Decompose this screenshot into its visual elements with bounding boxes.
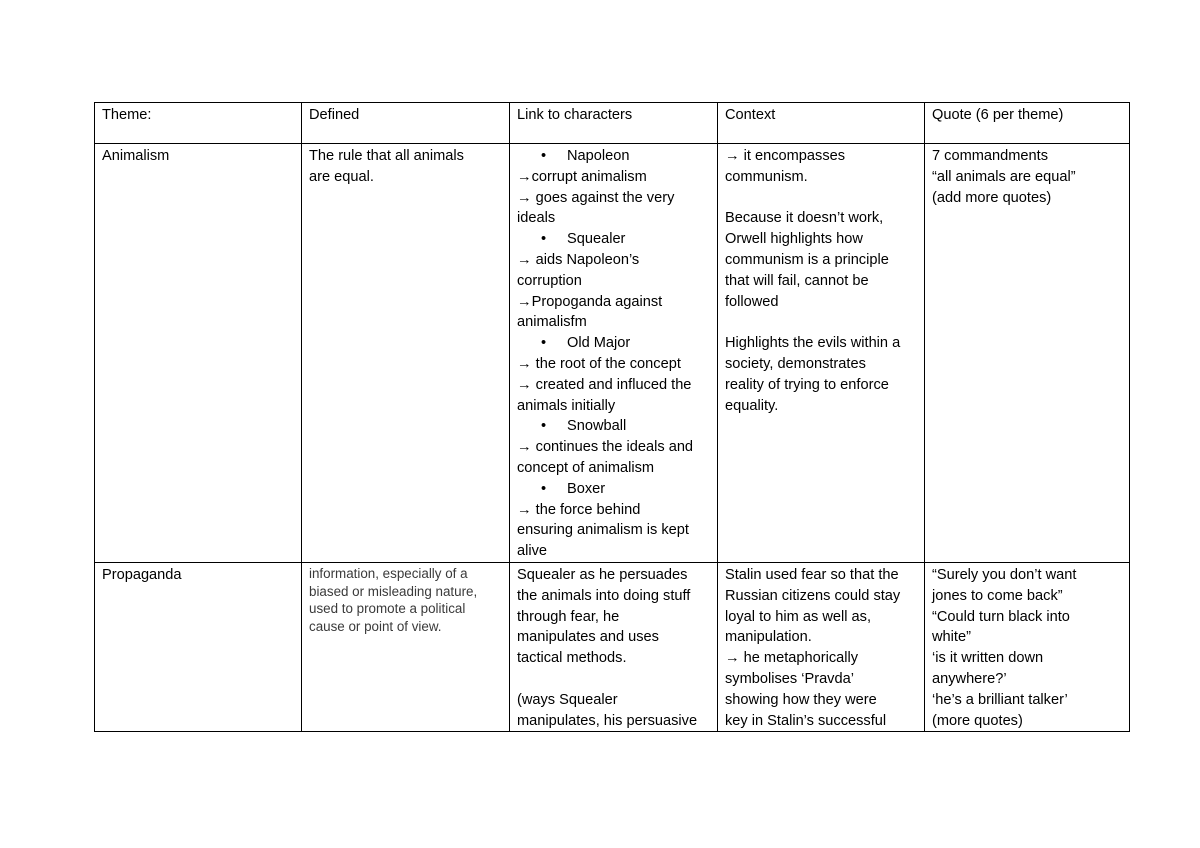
theme-cell: Propaganda <box>95 563 302 732</box>
character-note-line: → the root of the concept <box>517 355 681 372</box>
quote-line: ‘he’s a brilliant talker’ <box>932 691 1068 708</box>
context-line: loyal to him as well as, <box>725 608 871 625</box>
context-line: showing how they were <box>725 691 877 708</box>
bullet-icon: • <box>541 335 547 352</box>
quote-line: “Could turn black into <box>932 608 1070 625</box>
character-note-line: animals initially <box>517 397 616 414</box>
character-bullet <box>517 229 710 250</box>
context-line: Stalin used fear so that the <box>725 567 899 583</box>
table-row <box>95 144 1130 563</box>
defined-cell <box>302 563 510 732</box>
context-line: manipulation. <box>725 629 812 646</box>
character-bullet <box>517 479 710 500</box>
character-note-line: Squealer as he persuades <box>517 567 688 583</box>
header-defined: Defined <box>302 103 510 144</box>
context-line: reality of trying to enforce <box>725 376 889 393</box>
character-note-line: the animals into doing stuff <box>517 587 691 604</box>
context-line: that will fail, cannot be <box>725 272 869 289</box>
character-note-line: ideals <box>517 210 556 227</box>
bullet-icon: • <box>541 480 547 497</box>
quote-line: (more quotes) <box>932 712 1023 729</box>
theme-cell: Animalism <box>95 144 302 563</box>
defined-line: cause or point of view. <box>309 618 442 634</box>
context-line: key in Stalin’s successful <box>725 712 887 729</box>
character-note-line: → continues the ideals and <box>517 439 694 456</box>
context-line <box>725 188 917 209</box>
context-line: communism is a principle <box>725 251 889 268</box>
context-line: symbolises ‘Pravda’ <box>725 670 854 687</box>
character-note-line: ensuring animalism is kept <box>517 522 689 539</box>
characters-cell <box>510 144 718 563</box>
context-line: → it encompasses <box>725 148 846 164</box>
context-line: followed <box>725 293 779 310</box>
quotes-cell <box>925 144 1130 563</box>
bullet-icon: • <box>541 231 547 248</box>
defined-line: are equal. <box>309 168 374 185</box>
character-note-line: corruption <box>517 272 582 289</box>
character-bullet <box>517 333 710 354</box>
character-note-line: → aids Napoleon’s <box>517 251 640 268</box>
defined-line: used to promote a political <box>309 601 466 616</box>
character-note-line: tactical methods. <box>517 650 627 667</box>
character-name: Boxer <box>567 480 606 497</box>
context-cell <box>718 144 925 563</box>
context-line: Russian citizens could stay <box>725 587 901 604</box>
context-line: Orwell highlights how <box>725 231 863 248</box>
character-bullet <box>517 416 710 437</box>
context-line <box>725 312 917 333</box>
character-note-line: concept of animalism <box>517 459 655 476</box>
character-name: Old Major <box>567 335 631 352</box>
quote-line: jones to come back” <box>932 587 1063 604</box>
quote-line: “Surely you don’t want <box>932 567 1077 583</box>
header-context: Context <box>718 103 925 144</box>
table-row <box>95 563 1130 732</box>
character-name: Squealer <box>567 231 626 248</box>
quote-line: anywhere?’ <box>932 670 1007 687</box>
character-note-line: (ways Squealer <box>517 691 618 708</box>
characters-cell <box>510 563 718 732</box>
context-line: → he metaphorically <box>725 650 859 667</box>
context-line: society, demonstrates <box>725 355 866 372</box>
character-bullet <box>517 146 710 167</box>
header-link-to-characters: Link to characters <box>510 103 718 144</box>
character-note-line: animalisfm <box>517 314 587 331</box>
context-cell <box>718 563 925 732</box>
character-note-line: alive <box>517 543 548 560</box>
character-note-line: →corrupt animalism <box>517 168 647 185</box>
character-note-line: → the force behind <box>517 501 641 518</box>
defined-line: The rule that all animals <box>309 148 464 164</box>
character-note-line: → goes against the very <box>517 189 675 206</box>
defined-line: information, especially of a <box>309 566 468 581</box>
table-header-row <box>95 103 1130 144</box>
character-note-line: manipulates and uses <box>517 629 659 646</box>
bullet-icon: • <box>541 148 547 164</box>
context-line: Because it doesn’t work, <box>725 210 884 227</box>
character-note-line: manipulates, his persuasive <box>517 712 698 729</box>
character-note-line: →Propoganda against <box>517 293 663 310</box>
quote-line: white” <box>932 629 971 646</box>
character-note-line: through fear, he <box>517 608 620 625</box>
context-line: equality. <box>725 397 779 414</box>
bullet-icon: • <box>541 418 547 435</box>
header-quote: Quote (6 per theme) <box>925 103 1130 144</box>
header-theme: Theme: <box>95 103 302 144</box>
defined-line: biased or misleading nature, <box>309 583 478 599</box>
character-note-line: → created and influced the <box>517 376 692 393</box>
defined-cell <box>302 144 510 563</box>
quote-line: 7 commandments <box>932 148 1048 164</box>
quotes-cell <box>925 563 1130 732</box>
theme-table <box>94 102 1130 732</box>
character-note-line <box>517 669 710 690</box>
character-name: Snowball <box>567 418 627 435</box>
context-line: communism. <box>725 168 808 185</box>
quote-line: (add more quotes) <box>932 189 1052 206</box>
quote-line: “all animals are equal” <box>932 168 1076 185</box>
quote-line: ‘is it written down <box>932 650 1044 667</box>
context-line: Highlights the evils within a <box>725 335 901 352</box>
character-name: Napoleon <box>567 148 630 164</box>
